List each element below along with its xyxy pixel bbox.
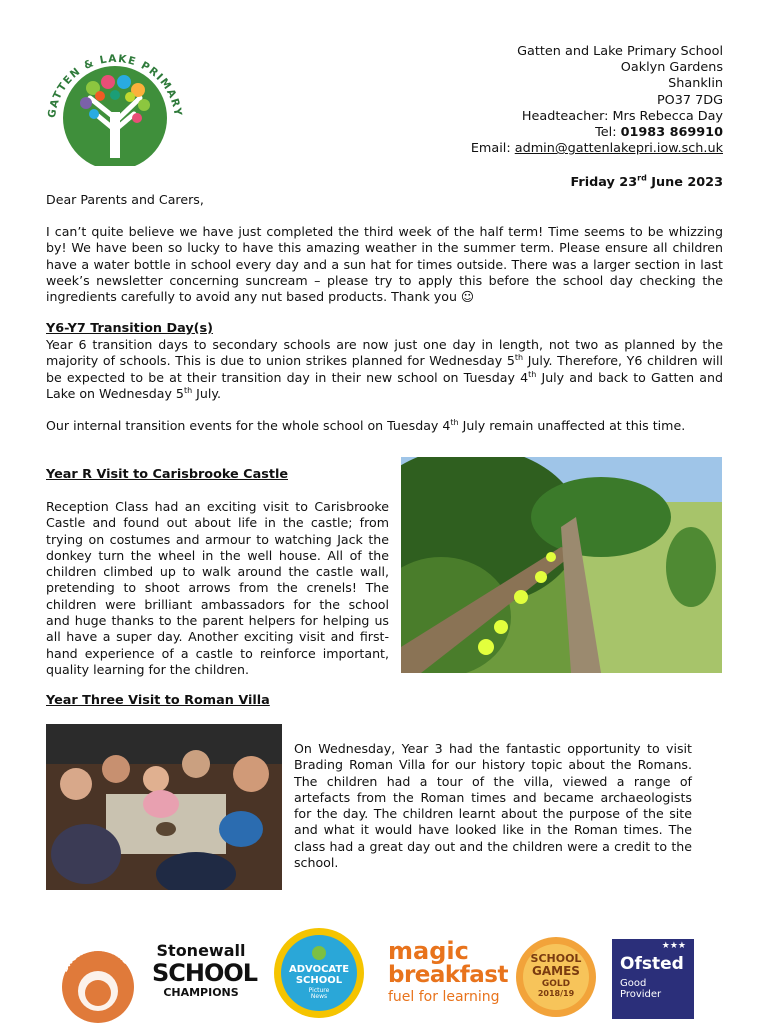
fuel-for-learning-text: fuel for learning xyxy=(388,989,500,1005)
school-games-year: 2018/19 xyxy=(537,988,575,998)
villa-photo xyxy=(46,724,282,890)
ofsted-good-provider-badge xyxy=(612,939,694,1019)
ofsted-name: Ofsted xyxy=(620,954,684,974)
school-games-games: GAMES xyxy=(532,963,580,978)
castle-photo xyxy=(401,457,722,673)
school-name: Gatten and Lake Primary School xyxy=(517,44,723,59)
address-line-1: Oaklyn Gardens xyxy=(620,60,723,76)
magic-breakfast-badge xyxy=(388,937,508,1019)
villa-paragraph: On Wednesday, Year 3 had the fantastic opportunity to visit Brading Roman Villa for our history topic about the Romans. The children had a tour of the villa, viewed a range of artefacts from the Roman times and became archaeologists for the day. The children learnt about the purpose of the site and what it would have looked like in the Roman times. The class had a great day out and the children were a credit to the school. xyxy=(294,741,692,871)
villa-heading: Year Three Visit to Roman Villa xyxy=(46,693,270,708)
letter-date: Friday 23rd June 2023 xyxy=(570,173,723,190)
transition-paragraph: Year 6 transition days to secondary schools are now just one day in length, not two as planned by the majority of schools. This is due to union strikes planned for Wednesday 5th July. Therefore, Y6 children will be expected to be at their transition day in their new school on Tuesday 4th July and back to Gatten and Lake on Wednesday 5th July. xyxy=(46,337,724,401)
bronze-award-text: BRONZE AWARD xyxy=(60,945,132,974)
stonewall-name: Stonewall xyxy=(156,941,246,960)
stonewall-champions: CHAMPIONS xyxy=(163,986,239,999)
telephone: Tel: 01983 869910 xyxy=(595,125,723,141)
internal-transition-paragraph: Our internal transition events for the whole school on Tuesday 4th July remain unaffected at this time. xyxy=(46,417,686,433)
badges-row xyxy=(0,925,770,1024)
picture-news-text: Picture News xyxy=(308,987,330,1001)
email-link[interactable]: admin@gattenlakepri.iow.sch.uk xyxy=(514,141,723,157)
ofsted-stars-icon: ★★★ xyxy=(661,941,686,951)
address-postcode: PO37 7DG xyxy=(656,92,723,108)
castle-paragraph: Reception Class had an exciting visit to Carisbrooke Castle and found out about life in the castle; from trying on costumes and armour to watching Jack the donkey turn the wheel in the well house. All of the children climbed up to walk around the castle wall, pretending to shoot arrows from the crenels! The children were brilliant ambassadors for the school and huge thanks to the parent helpers for helping us all have a super day. Another exciting visit and first-hand experience of a castle to reinforce important, quality learning for the children. xyxy=(46,499,389,677)
email: Email: admin@gattenlakepri.iow.sch.uk xyxy=(470,141,723,157)
stonewall-school: SCHOOL xyxy=(152,959,258,987)
school-logo xyxy=(38,40,188,166)
school-address xyxy=(471,44,723,157)
school-games-school: SCHOOL xyxy=(530,952,582,965)
address-line-2: Shanklin xyxy=(668,76,723,92)
advocate-text: ADVOCATE xyxy=(288,964,350,975)
bronze-award-badge xyxy=(52,945,144,1025)
school-games-gold: GOLD xyxy=(541,979,571,990)
stonewall-badge xyxy=(152,931,258,1019)
headteacher: Headteacher: Mrs Rebecca Day xyxy=(521,108,723,124)
greeting: Dear Parents and Carers, xyxy=(46,192,204,207)
telephone-number: 01983 869910 xyxy=(620,125,723,141)
school-games-gold-badge xyxy=(514,935,598,1019)
ofsted-provider: Provider xyxy=(620,988,662,1000)
logo-ring-text: GATTEN & LAKE PRIMARY xyxy=(46,52,184,119)
breakfast-text: breakfast xyxy=(388,962,508,988)
castle-heading: Year R Visit to Carisbrooke Castle xyxy=(46,467,289,482)
advocate-school-text: SCHOOL xyxy=(295,974,343,986)
ofsted-good: Good xyxy=(620,977,647,989)
intro-paragraph: I can’t quite believe we have just completed the third week of the half term! Time seems to be whizzing by! We have been so lucky to have this amazing weather in the summer term. Please ensure all children have a water bottle in school every day and a sun hat for times outside. There was a larger section in last week’s newsletter concerning suncream – please try to apply this before the school day checking the ingredients carefully to avoid any nut based products. Thank you ☺ xyxy=(46,224,723,305)
advocate-school-badge xyxy=(271,925,367,1021)
transition-heading: Y6-Y7 Transition Day(s) xyxy=(46,321,213,336)
magic-text: magic xyxy=(388,937,469,965)
